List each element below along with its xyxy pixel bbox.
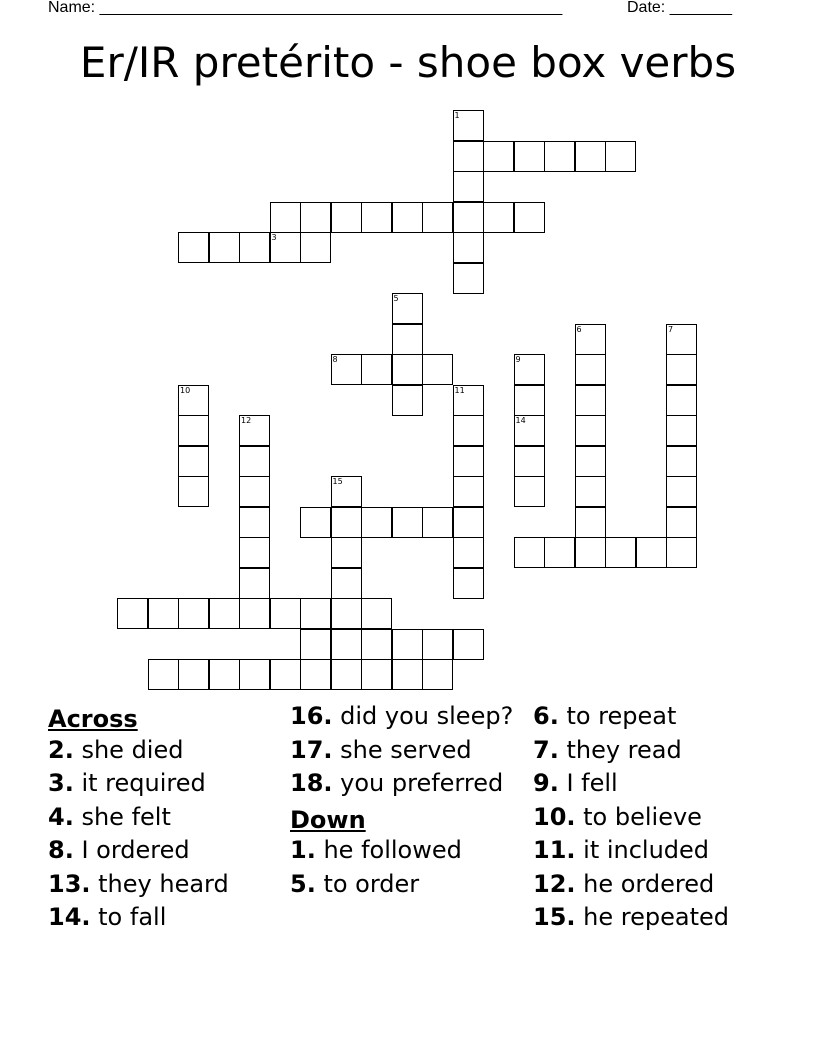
cell-number: 1 [454, 111, 460, 120]
grid-cell[interactable] [117, 598, 148, 629]
cell-number: 15 [332, 477, 343, 486]
clue-item [48, 770, 288, 797]
clue-number: 12. [533, 869, 576, 898]
clue-item [533, 871, 773, 898]
grid-cell[interactable] [514, 537, 545, 568]
clue-item [48, 804, 288, 831]
date-field: Date: _______ [627, 0, 732, 16]
grid-cell[interactable] [178, 598, 209, 629]
grid-cell[interactable] [392, 202, 423, 233]
clue-text: she felt [73, 802, 171, 831]
grid-cell[interactable] [422, 507, 453, 538]
grid-cell[interactable] [514, 354, 545, 385]
clue-item [533, 703, 773, 730]
grid-cell[interactable] [361, 354, 392, 385]
grid-cell[interactable] [666, 385, 697, 416]
grid-cell[interactable] [453, 385, 484, 416]
grid-cell[interactable] [605, 537, 636, 568]
clue-item [290, 737, 530, 764]
grid-cell[interactable] [361, 507, 392, 538]
clue-item [533, 737, 773, 764]
grid-cell[interactable] [666, 507, 697, 538]
clue-number: 14. [48, 903, 91, 931]
clue-text: to believe [575, 802, 702, 831]
grid-cell[interactable] [575, 415, 606, 446]
cell-number: 11 [454, 385, 465, 395]
clue-number: 6. [533, 702, 559, 730]
grid-cell[interactable] [575, 537, 606, 568]
clue-item [290, 871, 530, 898]
grid-cell[interactable] [575, 141, 606, 172]
clue-number: 2. [48, 735, 74, 764]
clue-text: you preferred [332, 769, 504, 797]
clue-text: to repeat [558, 702, 677, 730]
clue-column-3 [533, 703, 773, 938]
grid-cell[interactable] [453, 629, 484, 660]
clue-number: 3. [48, 769, 74, 797]
grid-cell[interactable] [239, 537, 270, 568]
grid-cell[interactable] [331, 476, 362, 507]
clue-number: 7. [533, 735, 559, 764]
grid-cell[interactable] [331, 598, 362, 629]
grid-cell[interactable] [453, 141, 484, 172]
clue-number: 11. [533, 836, 576, 864]
grid-cell[interactable] [544, 537, 575, 568]
clue-item [48, 837, 288, 864]
clue-number: 18. [290, 769, 333, 797]
grid-cell[interactable] [453, 476, 484, 507]
grid-cell[interactable] [239, 446, 270, 477]
grid-cell[interactable] [422, 202, 453, 233]
grid-cell[interactable] [300, 507, 331, 538]
grid-cell[interactable] [575, 507, 606, 538]
grid-cell[interactable] [666, 476, 697, 507]
grid-cell[interactable] [575, 476, 606, 507]
clue-text: I fell [558, 769, 618, 797]
grid-cell[interactable] [453, 507, 484, 538]
grid-cell[interactable] [331, 629, 362, 660]
clue-number: 16. [290, 702, 333, 730]
clue-text: to order [315, 869, 420, 898]
cell-number: 8 [332, 355, 338, 364]
grid-cell[interactable] [392, 659, 423, 690]
clue-text: to fall [90, 903, 167, 931]
across-heading: Across [48, 705, 138, 733]
grid-cell[interactable] [361, 598, 392, 629]
grid-cell[interactable] [361, 659, 392, 690]
grid-cell[interactable] [453, 263, 484, 294]
clue-item [48, 871, 288, 898]
grid-cell[interactable] [270, 202, 301, 233]
grid-cell[interactable] [422, 659, 453, 690]
grid-cell[interactable] [514, 446, 545, 477]
clue-item [533, 837, 773, 864]
grid-cell[interactable] [453, 568, 484, 599]
grid-cell[interactable] [178, 232, 209, 263]
grid-cell[interactable] [453, 171, 484, 202]
grid-cell[interactable] [239, 415, 270, 446]
grid-cell[interactable] [331, 568, 362, 599]
grid-cell[interactable] [514, 385, 545, 416]
grid-cell[interactable] [209, 598, 240, 629]
clue-text: he repeated [575, 903, 729, 931]
grid-cell[interactable] [270, 232, 301, 263]
cell-number: 5 [393, 294, 399, 303]
grid-cell[interactable] [666, 446, 697, 477]
grid-cell[interactable] [575, 446, 606, 477]
grid-cell[interactable] [453, 415, 484, 446]
grid-cell[interactable] [514, 202, 545, 233]
grid-cell[interactable] [453, 232, 484, 263]
grid-cell[interactable] [178, 415, 209, 446]
clue-text: they heard [90, 869, 229, 898]
grid-cell[interactable] [666, 354, 697, 385]
grid-cell[interactable] [514, 415, 545, 446]
grid-cell[interactable] [148, 598, 179, 629]
cell-number: 6 [576, 324, 582, 334]
grid-cell[interactable] [209, 232, 240, 263]
grid-cell[interactable] [422, 629, 453, 660]
grid-cell[interactable] [300, 202, 331, 233]
clue-text: she served [332, 735, 472, 764]
clue-item [290, 770, 530, 797]
grid-cell[interactable] [453, 537, 484, 568]
cell-number: 10 [180, 385, 191, 395]
grid-cell[interactable] [178, 476, 209, 507]
grid-cell[interactable] [300, 598, 331, 629]
grid-cell[interactable] [392, 324, 423, 355]
clue-item [533, 770, 773, 797]
clue-text: she died [73, 735, 184, 764]
clue-text: they read [558, 735, 682, 764]
grid-cell[interactable] [392, 385, 423, 416]
grid-cell[interactable] [575, 385, 606, 416]
grid-cell[interactable] [422, 354, 453, 385]
grid-cell[interactable] [300, 232, 331, 263]
cell-number: 7 [668, 324, 674, 334]
grid-cell[interactable] [270, 659, 301, 690]
clue-number: 5. [290, 869, 316, 898]
grid-cell[interactable] [239, 507, 270, 538]
grid-cell[interactable] [605, 141, 636, 172]
grid-cell[interactable] [392, 354, 423, 385]
grid-cell[interactable] [514, 141, 545, 172]
grid-cell[interactable] [239, 232, 270, 263]
cell-number: 14 [515, 416, 526, 425]
clue-number: 13. [48, 869, 91, 898]
clue-number: 4. [48, 802, 74, 831]
clue-number: 15. [533, 903, 576, 931]
grid-cell[interactable] [300, 659, 331, 690]
grid-cell[interactable] [666, 324, 697, 355]
clue-number: 1. [290, 836, 316, 864]
grid-cell[interactable] [209, 659, 240, 690]
grid-cell[interactable] [239, 659, 270, 690]
grid-cell[interactable] [361, 202, 392, 233]
cell-number: 3 [271, 233, 277, 242]
clue-number: 17. [290, 735, 333, 764]
clue-item [533, 904, 773, 931]
grid-cell[interactable] [239, 598, 270, 629]
grid-cell[interactable] [331, 202, 362, 233]
grid-cell[interactable] [392, 293, 423, 324]
clue-item [48, 904, 288, 931]
grid-cell[interactable] [575, 354, 606, 385]
clue-number: 9. [533, 769, 559, 797]
grid-cell[interactable] [392, 507, 423, 538]
grid-cell[interactable] [148, 659, 179, 690]
clue-item [48, 737, 288, 764]
grid-cell[interactable] [239, 568, 270, 599]
grid-cell[interactable] [300, 629, 331, 660]
grid-cell[interactable] [361, 629, 392, 660]
grid-cell[interactable] [178, 446, 209, 477]
grid-cell[interactable] [239, 476, 270, 507]
clue-text: he followed [315, 836, 462, 864]
grid-cell[interactable] [331, 507, 362, 538]
clue-text: it required [73, 769, 206, 797]
clue-item [290, 837, 530, 864]
clue-text: it included [575, 836, 710, 864]
grid-cell[interactable] [453, 110, 484, 141]
grid-cell[interactable] [331, 354, 362, 385]
grid-cell[interactable] [514, 476, 545, 507]
grid-cell[interactable] [483, 202, 514, 233]
clue-text: I ordered [73, 836, 190, 864]
grid-cell[interactable] [178, 385, 209, 416]
clue-item [290, 703, 530, 730]
name-field: Name: ____________________________________________________ [48, 0, 563, 16]
grid-cell[interactable] [331, 537, 362, 568]
clue-number: 10. [533, 802, 576, 831]
cell-number: 12 [241, 416, 252, 425]
clue-column-1 [48, 703, 288, 938]
grid-cell[interactable] [666, 415, 697, 446]
grid-cell[interactable] [483, 141, 514, 172]
grid-cell[interactable] [575, 324, 606, 355]
grid-cell[interactable] [178, 659, 209, 690]
clue-text: he ordered [575, 869, 715, 898]
cell-number: 9 [515, 355, 521, 364]
clue-number: 8. [48, 836, 74, 864]
page-title: Er/IR pretérito - shoe box verbs [79, 38, 737, 87]
grid-cell[interactable] [666, 537, 697, 568]
grid-cell[interactable] [453, 446, 484, 477]
down-heading: Down [290, 805, 366, 834]
clue-column-2 [290, 703, 530, 904]
clue-text: did you sleep? [332, 702, 514, 730]
grid-cell[interactable] [392, 629, 423, 660]
grid-cell[interactable] [270, 598, 301, 629]
grid-cell[interactable] [331, 659, 362, 690]
grid-cell[interactable] [453, 202, 484, 233]
grid-cell[interactable] [544, 141, 575, 172]
clue-item [533, 804, 773, 831]
grid-cell[interactable] [636, 537, 667, 568]
